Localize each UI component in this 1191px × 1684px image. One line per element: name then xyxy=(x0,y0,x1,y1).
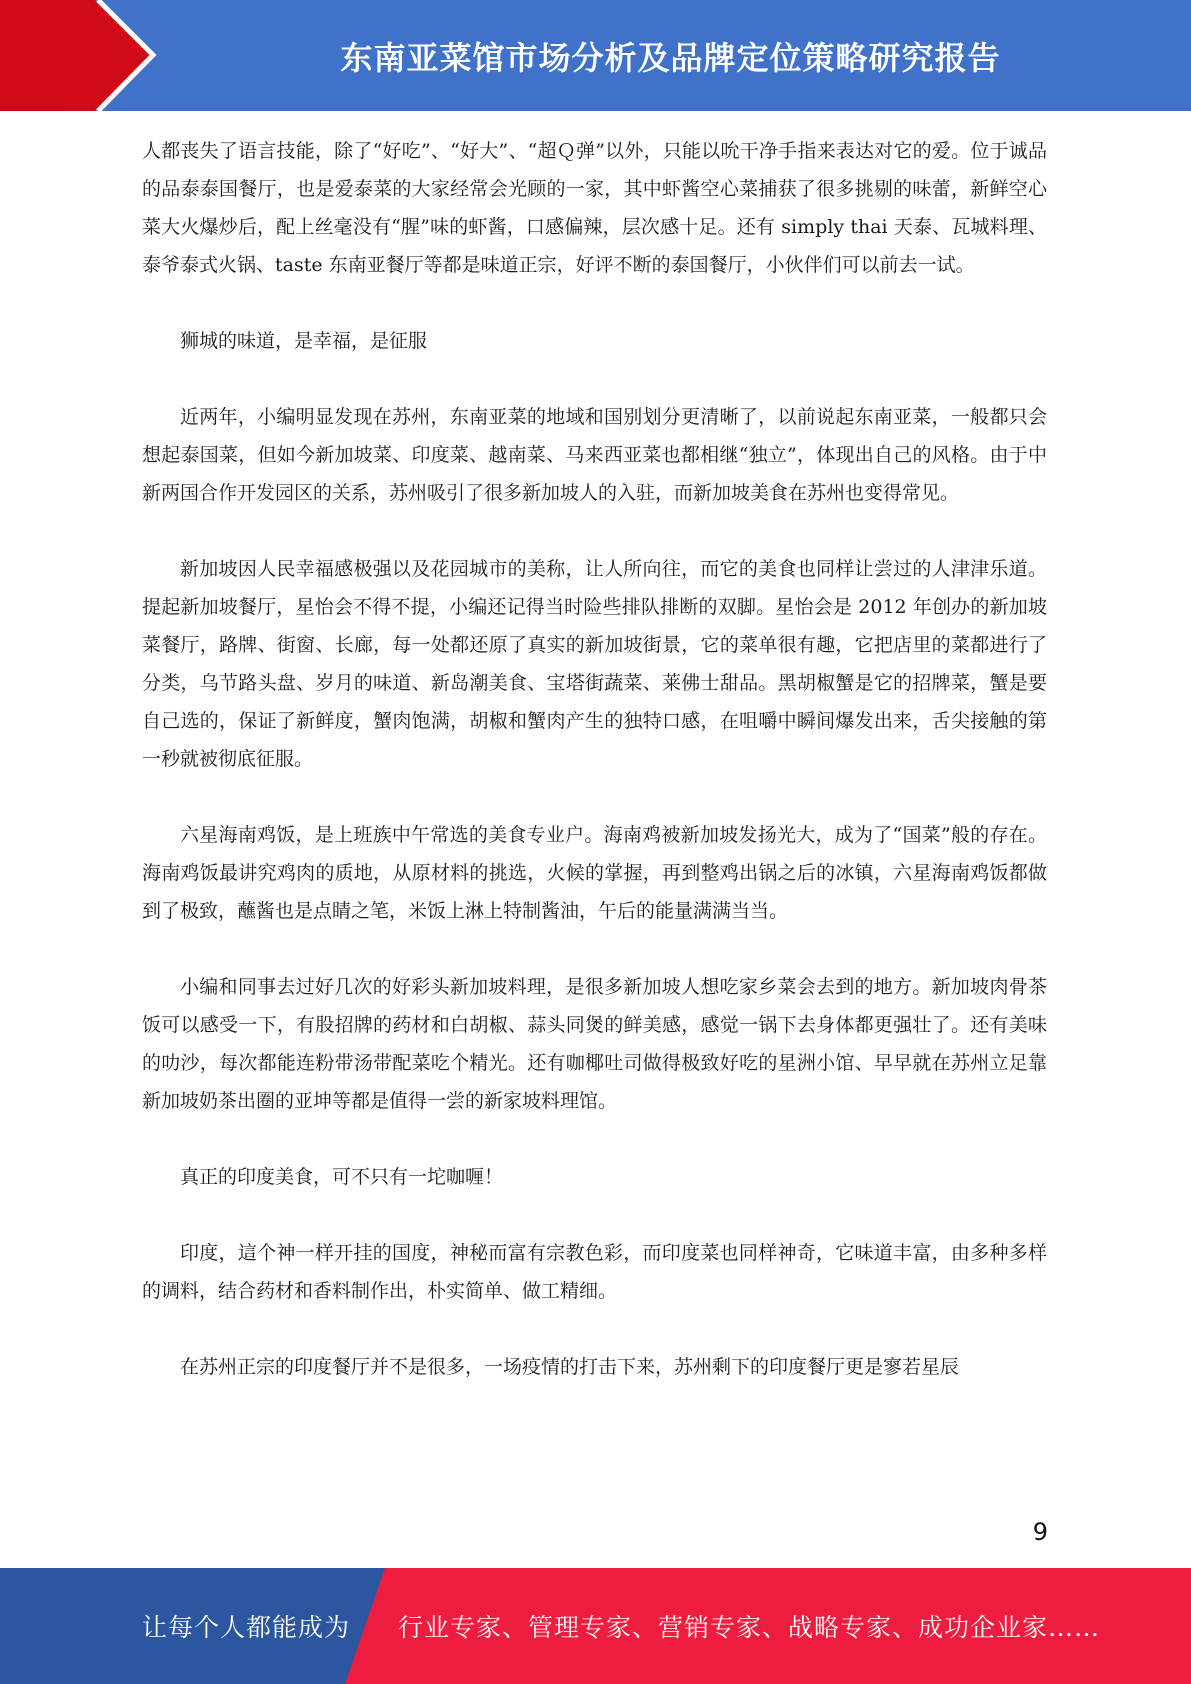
paragraph: 人都丧失了语言技能，除了“好吃”、“好大”、“超Ｑ弹”以外，只能以吮干净手指来表达对它的爱。位于诚品的品泰泰国餐厅，也是爱泰菜的大家经常会光顾的一家，其中虾酱空心菜捕获了很多挑剔的味蕾，新鲜空心菜大火爆炒后，配上丝毫没有“腥”味的虾酱，口感偏辣，层次感十足。还有 simply thai 天泰、瓦城料理、泰爷泰式火锅、taste 东南亚餐厅等都是味道正宗，好评不断的泰国餐厅，小伙伴们可以前去一试。 xyxy=(142,140,1047,276)
section-heading: 狮城的味道，是幸福，是征服 xyxy=(180,330,428,352)
footer-slogan-right: 行业专家、管理专家、营销专家、战略专家、成功企业家…… xyxy=(398,1613,1101,1642)
paragraph: 小编和同事去过好几次的好彩头新加坡料理，是很多新加坡人想吃家乡菜会去到的地方。新加坡肉骨茶饭可以感受一下，有股招牌的药材和白胡椒、蒜头同煲的鲜美感，感觉一锅下去身体都更强壮了。还有美味的叻沙，每次都能连粉带汤带配菜吃个精光。还有咖椰吐司做得极致好吃的星洲小馆、早早就在苏州立足靠新加坡奶茶出圈的亚坤等都是值得一尝的新家坡料理馆。 xyxy=(142,976,1047,1112)
page-header xyxy=(0,0,1191,111)
paragraph: 六星海南鸡饭，是上班族中午常选的美食专业户。海南鸡被新加坡发扬光大，成为了“国菜”般的存在。海南鸡饭最讲究鸡肉的质地，从原材料的挑选，火候的掌握，再到整鸡出锅之后的冰镇，六星海南鸡饭都做到了极致，蘸酱也是点睛之笔，米饭上淋上特制酱油，午后的能量满满当当。 xyxy=(142,824,1047,922)
report-title: 东南亚菜馆市场分析及品牌定位策略研究报告 xyxy=(340,38,1001,77)
section-heading: 真正的印度美食，可不只有一坨咖喱！ xyxy=(180,1166,504,1188)
paragraph: 印度，這个神一样开挂的国度，神秘而富有宗教色彩，而印度菜也同样神奇，它味道丰富，由多种多样的调料，结合药材和香料制作出，朴实简单、做工精细。 xyxy=(142,1242,1047,1302)
header-red-chevron xyxy=(0,0,160,111)
paragraph: 在苏州正宗的印度餐厅并不是很多，一场疫情的打击下来，苏州剩下的印度餐厅更是寥若星辰 xyxy=(180,1356,960,1378)
paragraph: 近两年，小编明显发现在苏州，东南亚菜的地域和国别划分更清晰了，以前说起东南亚菜，一般都只会想起泰国菜，但如今新加坡菜、印度菜、越南菜、马来西亚菜也都相继“独立”，体现出自己的风格。由于中新两国合作开发园区的关系，苏州吸引了很多新加坡人的入驻，而新加坡美食在苏州也变得常见。 xyxy=(142,406,1047,504)
page-footer xyxy=(0,1568,1191,1684)
paragraph: 新加坡因人民幸福感极强以及花园城市的美称，让人所向往，而它的美食也同样让尝过的人津津乐道。提起新加坡餐厅，星怡会不得不提，小编还记得当时险些排队排断的双脚。星怡会是 2012 年创办的新加坡菜餐厅，路牌、街窗、长廊，每一处都还原了真实的新加坡街景，它的菜单很有趣，它把店里的菜都进行了分类，乌节路头盘、岁月的味道、新岛潮美食、宝塔街蔬菜、莱佛士甜品。黑胡椒蟹是它的招牌菜，蟹是要自己选的，保证了新鲜度，蟹肉饱满，胡椒和蟹肉产生的独特口感，在咀嚼中瞬间爆发出来，舌尖接触的第一秒就被彻底征服。 xyxy=(142,558,1047,770)
footer-slogan-left: 让每个人都能成为 xyxy=(142,1613,351,1642)
document-body xyxy=(142,132,1047,1386)
page-number: 9 xyxy=(1032,1518,1048,1546)
